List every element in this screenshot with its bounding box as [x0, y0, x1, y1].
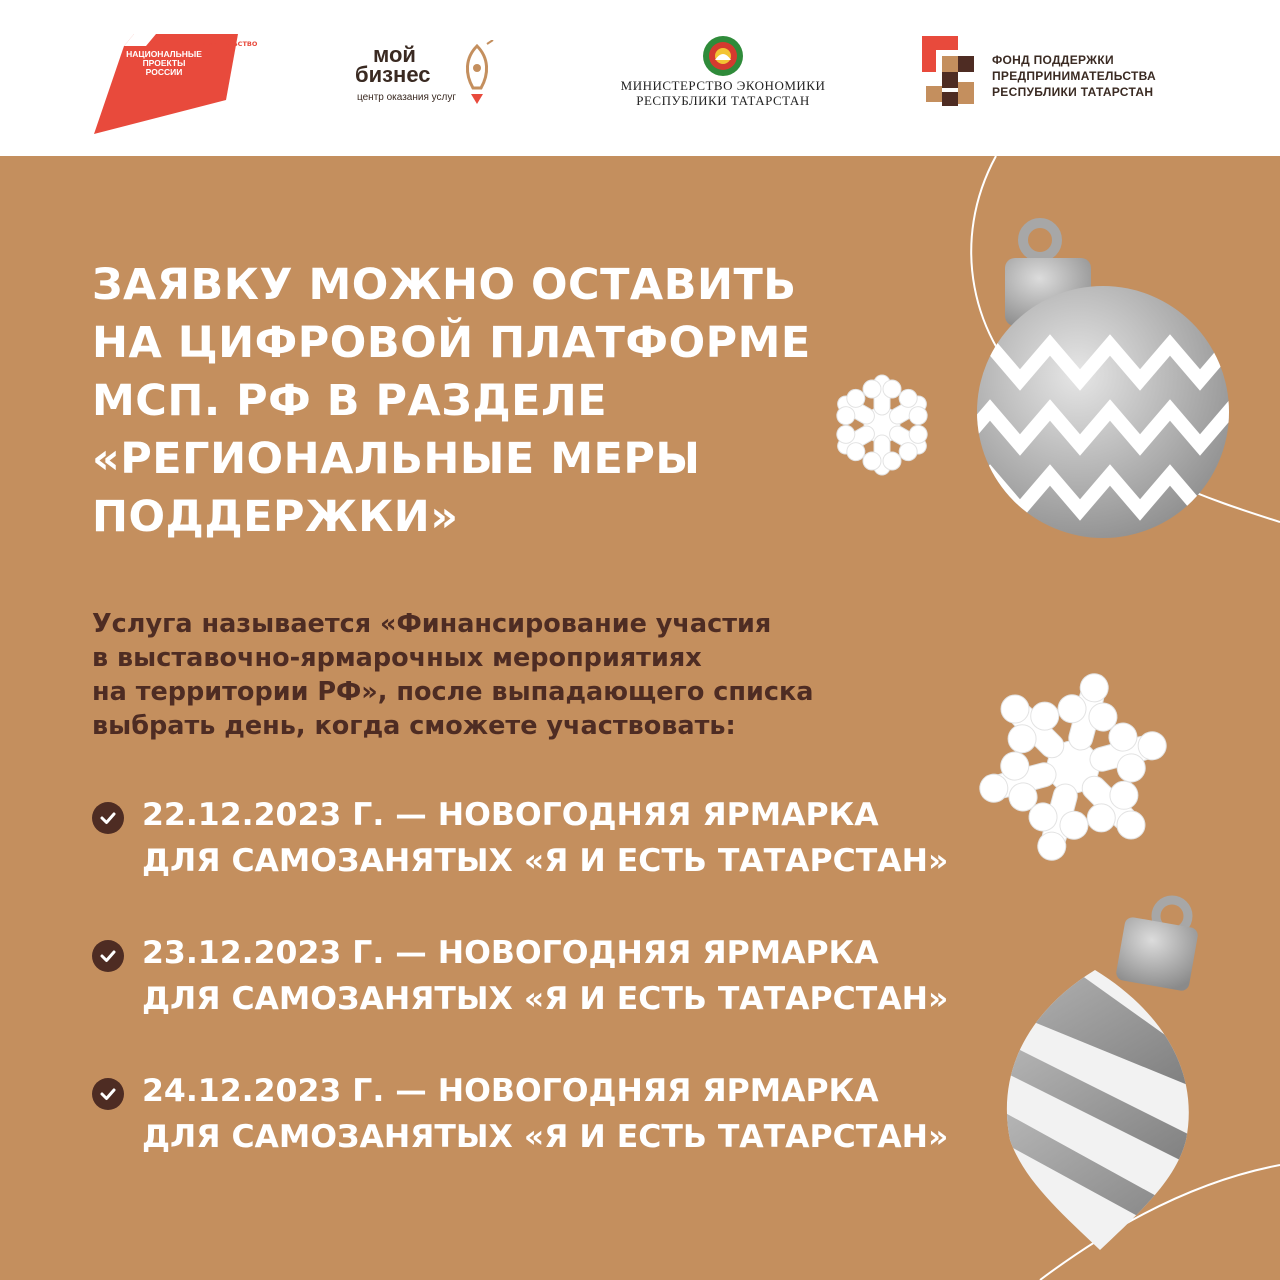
- decor-line-top: [971, 156, 1280, 522]
- tatarstan-emblem-icon: [701, 34, 745, 78]
- date-item-line1: 23.12.2023 Г. — НОВОГОДНЯЯ ЯРМАРКА: [142, 935, 879, 971]
- date-item-line2: ДЛЯ САМОЗАНЯТЫХ «Я И ЕСТЬ ТАТАРСТАН»: [142, 843, 949, 879]
- date-item-text: [142, 930, 948, 1022]
- moi-biznes-subtitle: центр оказания услуг: [357, 92, 457, 103]
- title-line: НА ЦИФРОВОЙ ПЛАТФОРМЕ: [92, 318, 811, 368]
- fund-logo: [922, 36, 1192, 108]
- main-title: [92, 256, 912, 546]
- description-line: на территории РФ», после выпадающего списка: [92, 677, 814, 707]
- logo-header: [0, 0, 1280, 156]
- date-list-item: [92, 1073, 992, 1166]
- title-line: «РЕГИОНАЛЬНЫЕ МЕРЫ: [92, 434, 701, 484]
- national-projects-main-text: НАЦИОНАЛЬНЫЕ ПРОЕКТЫ РОССИИ: [126, 49, 202, 77]
- date-list-item: [92, 797, 992, 890]
- description-line: Услуга называется «Финансирование участия: [92, 609, 772, 639]
- fund-blocks-icon: [922, 36, 978, 108]
- moi-biznes-line2: бизнес: [355, 62, 431, 87]
- fund-line3: РЕСПУБЛИКИ ТАТАРСТАН: [992, 85, 1154, 99]
- fund-line2: ПРЕДПРИНИМАТЕЛЬСТВА: [992, 69, 1157, 83]
- description-line: выбрать день, когда сможете участвовать:: [92, 711, 736, 741]
- fund-text: [992, 52, 1156, 100]
- moi-biznes-line1: мой: [373, 42, 416, 67]
- date-item-line1: 22.12.2023 Г. — НОВОГОДНЯЯ ЯРМАРКА: [142, 797, 879, 833]
- title-line: МСП. РФ В РАЗДЕЛЕ: [92, 376, 608, 426]
- ministry-logo: [608, 34, 838, 120]
- date-item-line2: ДЛЯ САМОЗАНЯТЫХ «Я И ЕСТЬ ТАТАРСТАН»: [142, 981, 949, 1017]
- rocket-icon: [457, 40, 497, 106]
- date-item-text: [142, 792, 948, 884]
- date-item-line2: ДЛЯ САМОЗАНЯТЫХ «Я И ЕСТЬ ТАТАРСТАН»: [142, 1119, 949, 1155]
- check-circle-icon: [92, 940, 124, 972]
- date-item-line1: 24.12.2023 Г. — НОВОГОДНЯЯ ЯРМАРКА: [142, 1073, 879, 1109]
- decor-line-bottom: [1040, 1165, 1280, 1280]
- national-projects-small-text: МАЛОЕ И СРЕДНЕЕ ПРЕДПРИНИМАТЕЛЬСТВО: [160, 33, 258, 48]
- date-item-text: [142, 1068, 948, 1160]
- service-description: [92, 607, 912, 743]
- ornament-ball-icon: [960, 223, 1260, 538]
- moi-biznes-logo: [355, 40, 505, 112]
- title-line: ПОДДЕРЖКИ»: [92, 492, 459, 542]
- title-line: ЗАЯВКУ МОЖНО ОСТАВИТЬ: [92, 260, 797, 310]
- date-list-item: [92, 935, 992, 1028]
- ministry-line1: МИНИСТЕРСТВО ЭКОНОМИКИ: [620, 78, 826, 93]
- ministry-line2: РЕСПУБЛИКИ ТАТАРСТАН: [636, 93, 810, 108]
- ornament-drop-icon: [980, 900, 1200, 1250]
- check-circle-icon: [92, 802, 124, 834]
- fund-line1: ФОНД ПОДДЕРЖКИ: [992, 53, 1114, 67]
- check-circle-icon: [92, 1078, 124, 1110]
- national-projects-logo: [94, 30, 258, 134]
- description-line: в выставочно-ярмарочных мероприятиях: [92, 643, 702, 673]
